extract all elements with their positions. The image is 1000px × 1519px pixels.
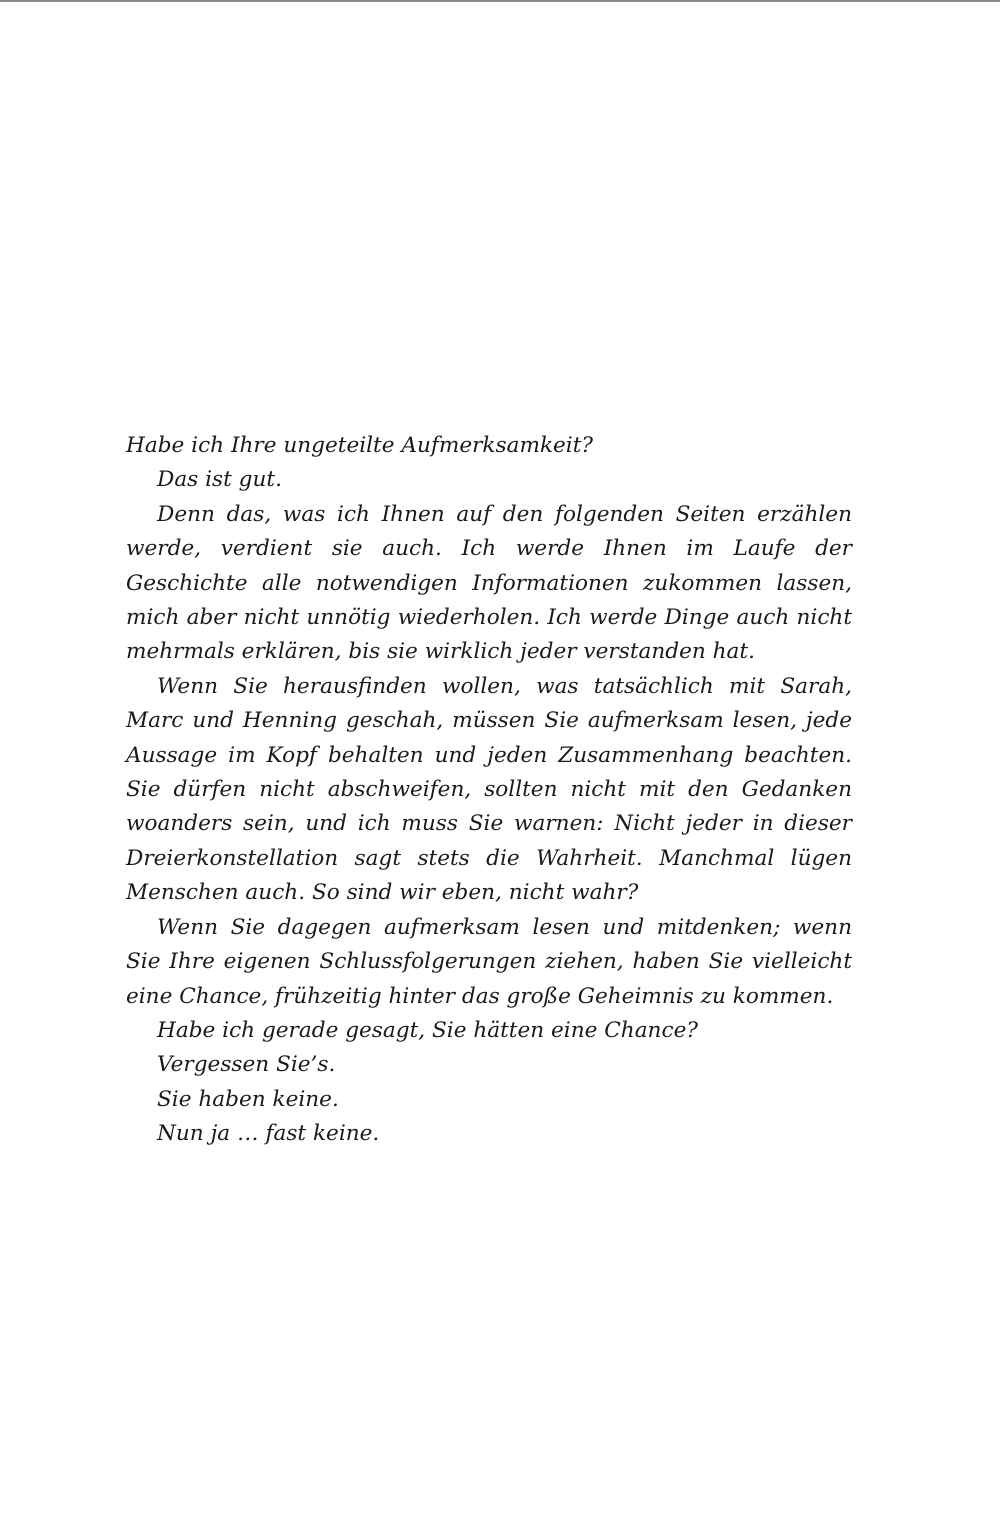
paragraph-chance-question: Habe ich gerade gesagt, Sie hätten eine Chance? (157, 1017, 698, 1043)
paragraph-vergessen: Vergessen Sie’s. (157, 1052, 336, 1078)
paragraph-wenn-sie-dagegen: Wenn Sie dagegen aufmerksam lesen und mitdenken; wenn Sie Ihre eigenen Schlussfolgerungen ziehen, haben Sie vielleicht eine Chance, frühzeitig hinter das große Geheimnis zu kommen. (126, 914, 852, 1009)
top-border-rule (0, 0, 1000, 2)
paragraph-opening-question: Habe ich Ihre ungeteilte Aufmerksamkeit? (126, 433, 593, 458)
paragraph-wenn-sie-herausfinden: Wenn Sie herausfinden wollen, was tatsächlich mit Sarah, Marc und Henning geschah, müssen Sie aufmerksam lesen, jede Aussage im Kopf behalten und jeden Zusammenhang beachten. Sie dürfen nicht abschweifen, sollten nicht mit den Gedanken woanders sein, und ich muss Sie warnen: Nicht jeder in dieser Dreierkonstellation sagt stets die Wahrheit. Manchmal lügen Menschen auch. So sind wir eben, nicht wahr? (126, 673, 852, 906)
page-body-text (126, 429, 852, 1152)
paragraph-das-ist-gut: Das ist gut. (157, 467, 282, 493)
paragraph-denn-das: Denn das, was ich Ihnen auf den folgenden Seiten erzählen werde, verdient sie auch. Ich werde Ihnen im Laufe der Geschichte alle notwendigen Informationen zukommen lassen, mich aber nicht unnötig wiederholen. Ich werde Dinge auch nicht mehrmals erklären, bis sie wirklich jeder verstanden hat. (126, 501, 852, 665)
paragraph-fast-keine: Nun ja … fast keine. (157, 1121, 380, 1147)
paragraph-keine: Sie haben keine. (157, 1086, 339, 1112)
